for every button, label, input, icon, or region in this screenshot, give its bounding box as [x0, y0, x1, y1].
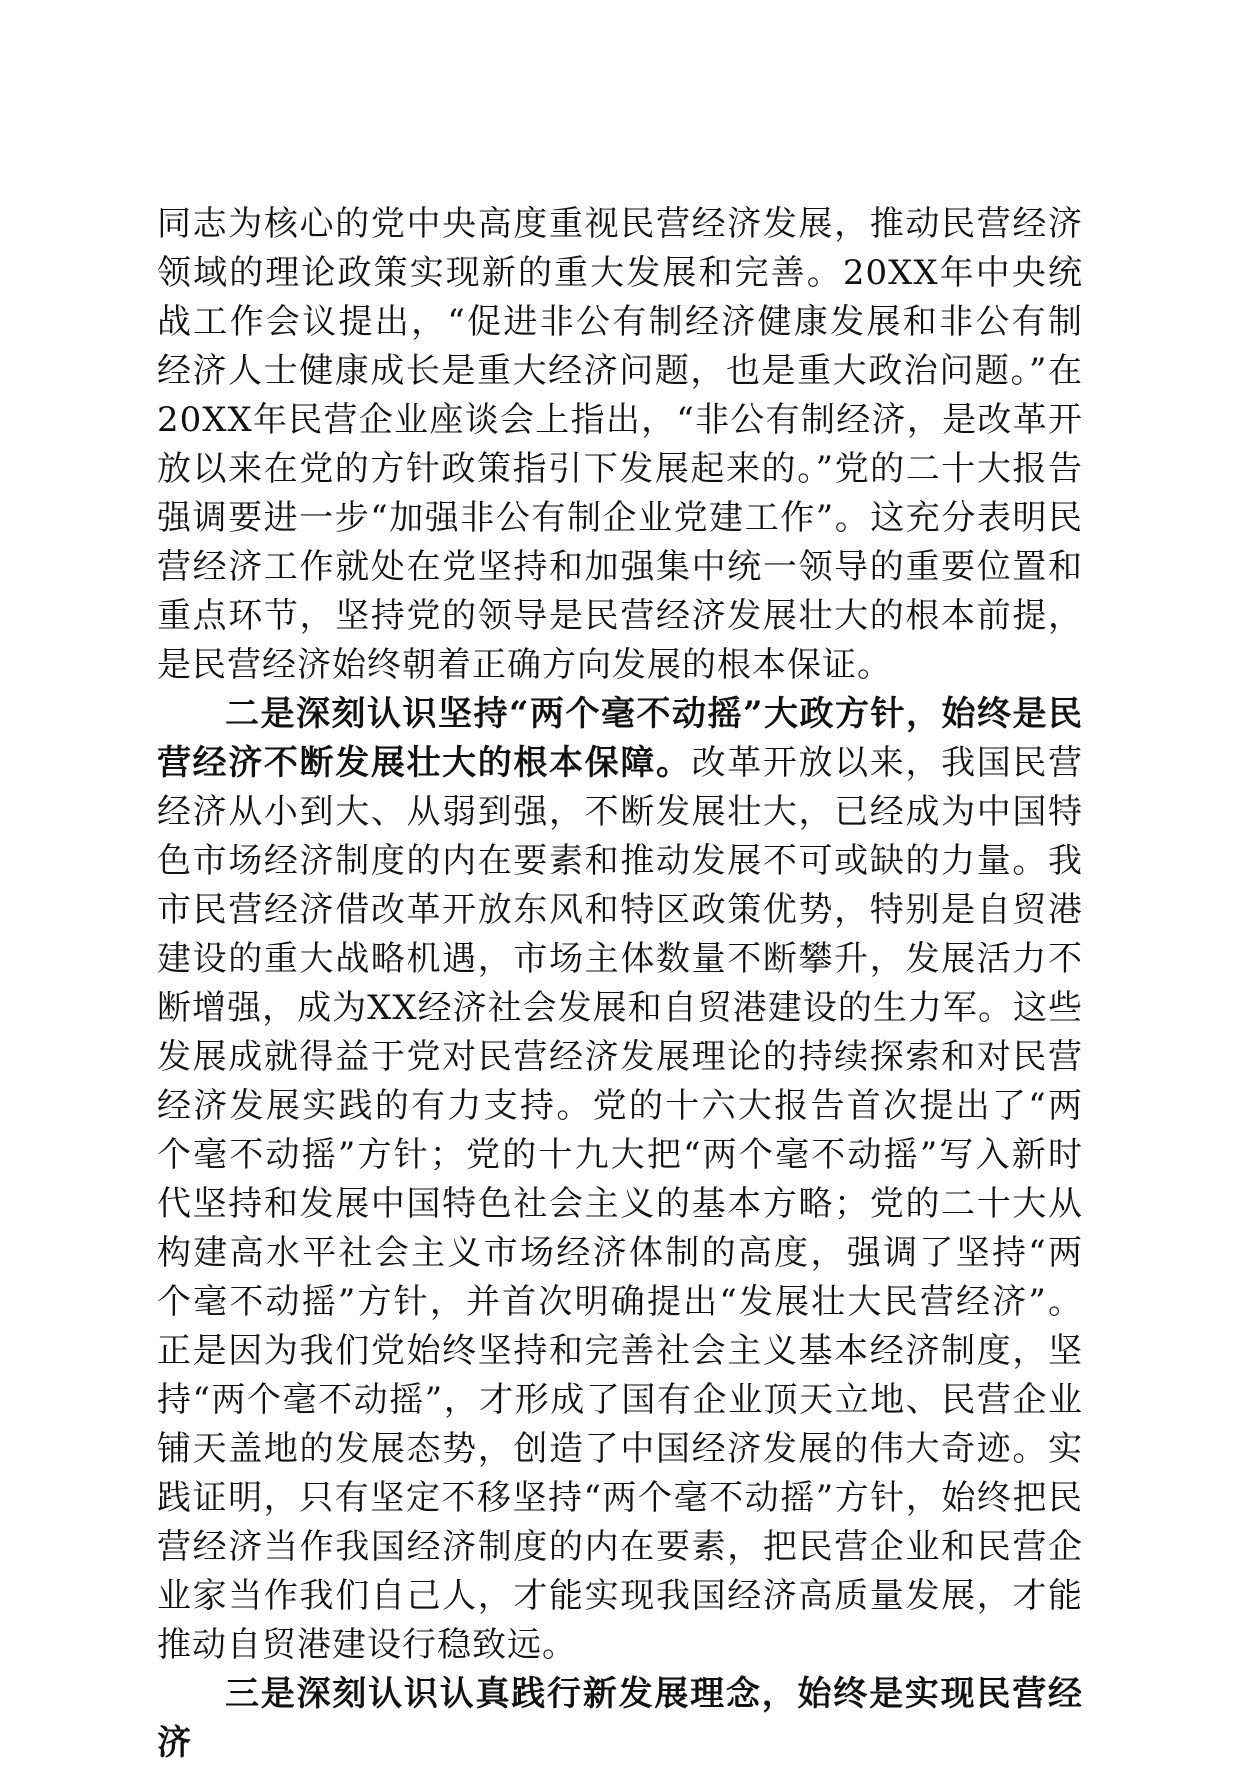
paragraph-1: 同志为核心的党中央高度重视民营经济发展，推动民营经济领域的理论政策实现新的重大发展和完善。20XX年中央统战工作会议提出，“促进非公有制经济健康发展和非公有制经济人士健康成长是重大经济问题，也是重大政治问题。”在20XX年民营企业座谈会上指出，“非公有制经济，是改革开放以来在党的方针政策指引下发展起来的。”党的二十大报告强调要进一步“加强非公有制企业党建工作”。这充分表明民营经济工作就处在党坚持和加强集中统一领导的重要位置和重点环节，坚持党的领导是民营经济发展壮大的根本前提，是民营经济始终朝着正确方向发展的根本保证。 — [157, 204, 1083, 685]
paragraph-2 — [157, 690, 1083, 1670]
paragraph-3-heading: 三是深刻认识认真践行新发展理念，始终是实现民营经济 — [157, 1674, 1083, 1763]
paragraph-3 — [157, 1670, 1083, 1768]
document-page — [157, 200, 1083, 1768]
paragraph-2-heading: 二是深刻认识坚持“两个毫不动摇”大政方针，始终是民营经济不断发展壮大的根本保障。 — [157, 694, 1083, 783]
paragraph-2-body: 改革开放以来，我国民营经济从小到大、从弱到强，不断发展壮大，已经成为中国特色市场经济制度的内在要素和推动发展不可或缺的力量。我市民营经济借改革开放东风和特区政策优势，特别是自贸港建设的重大战略机遇，市场主体数量不断攀升，发展活力不断增强，成为XX经济社会发展和自贸港建设的生力军。这些发展成就得益于党对民营经济发展理论的持续探索和对民营经济发展实践的有力支持。党的十六大报告首次提出了“两个毫不动摇”方针；党的十九大把“两个毫不动摇”写入新时代坚持和发展中国特色社会主义的基本方略；党的二十大从构建高水平社会主义市场经济体制的高度，强调了坚持“两个毫不动摇”方针，并首次明确提出“发展壮大民营经济”。正是因为我们党始终坚持和完善社会主义基本经济制度，坚持“两个毫不动摇”，才形成了国有企业顶天立地、民营企业铺天盖地的发展态势，创造了中国经济发展的伟大奇迹。实践证明，只有坚定不移坚持“两个毫不动摇”方针，始终把民营经济当作我国经济制度的内在要素，把民营企业和民营企业家当作我们自己人，才能实现我国经济高质量发展，才能推动自贸港建设行稳致远。 — [157, 743, 1084, 1665]
